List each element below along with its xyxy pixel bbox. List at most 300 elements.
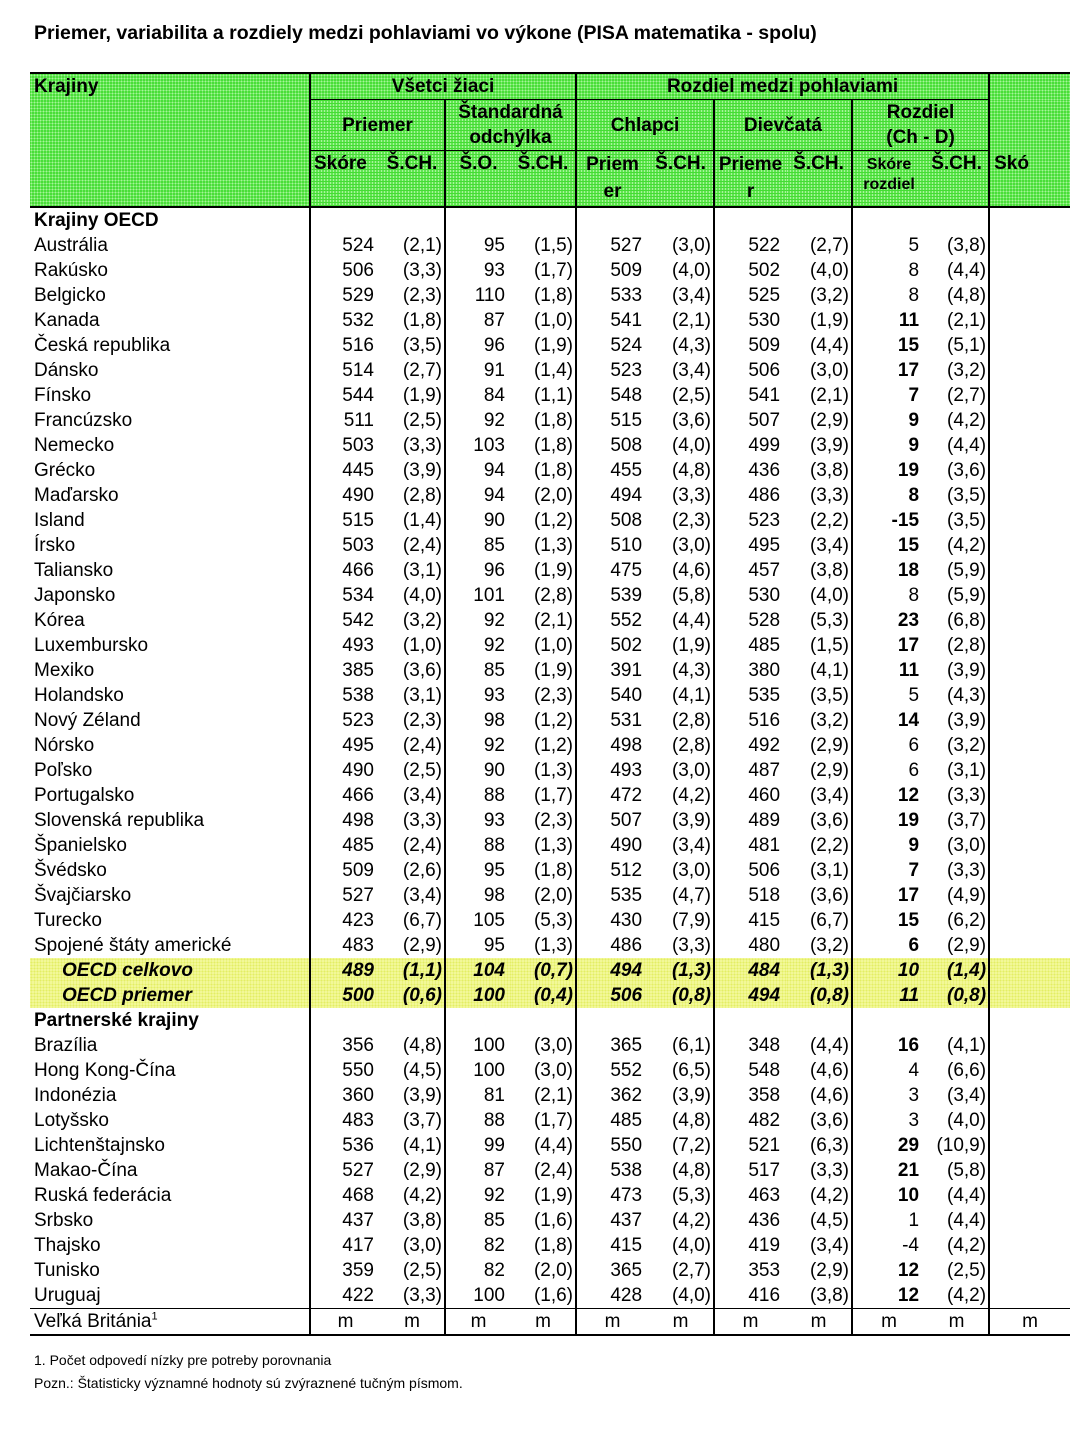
girls-se: (2,9) bbox=[809, 734, 850, 756]
mean-score: 360 bbox=[310, 1083, 380, 1108]
std-dev-se: (3,0) bbox=[533, 1059, 574, 1081]
boys-mean: 509 bbox=[576, 258, 648, 283]
mean-score: 503 bbox=[310, 433, 380, 458]
boys-mean: 533 bbox=[576, 283, 648, 308]
country-name: Hong Kong-Čína bbox=[34, 1059, 176, 1081]
diff-score: 11 bbox=[852, 658, 925, 683]
girls-mean: 348 bbox=[714, 1033, 786, 1058]
girls-mean: 416 bbox=[714, 1283, 786, 1309]
girls-se: (1,3) bbox=[786, 958, 852, 983]
girls-se: (6,7) bbox=[809, 909, 850, 931]
table-row bbox=[30, 583, 1070, 608]
table-row bbox=[30, 1158, 1070, 1183]
std-dev: 92 bbox=[445, 1183, 511, 1208]
std-dev: 100 bbox=[445, 1058, 511, 1083]
country-name: Portugalsko bbox=[34, 784, 135, 806]
diff-score: -4 bbox=[852, 1233, 925, 1258]
table-row bbox=[30, 708, 1070, 733]
missing-value: m bbox=[925, 1308, 989, 1335]
country-name: OECD celkovo bbox=[30, 958, 310, 983]
std-dev: 88 bbox=[445, 1108, 511, 1133]
mean-score: 538 bbox=[310, 683, 380, 708]
diff-se: (2,8) bbox=[947, 634, 987, 656]
mean-se: (1,8) bbox=[402, 309, 442, 331]
std-dev-se: (1,8) bbox=[533, 434, 574, 456]
mean-score: 506 bbox=[310, 258, 380, 283]
girls-se: (1,5) bbox=[809, 634, 850, 656]
mean-se: (4,8) bbox=[402, 1034, 442, 1056]
empty-cell bbox=[989, 758, 1070, 783]
diff-se: (6,6) bbox=[947, 1059, 987, 1081]
boys-mean: 523 bbox=[576, 358, 648, 383]
empty-cell bbox=[989, 633, 1070, 658]
mean-score: 498 bbox=[310, 808, 380, 833]
girls-mean: 506 bbox=[714, 858, 786, 883]
mean-score: 385 bbox=[310, 658, 380, 683]
boys-mean: 490 bbox=[576, 833, 648, 858]
country-name: Holandsko bbox=[34, 684, 124, 706]
std-dev-se: (2,3) bbox=[533, 684, 574, 706]
table-row bbox=[30, 1233, 1070, 1258]
boys-se: (4,8) bbox=[671, 1109, 712, 1131]
empty-cell bbox=[989, 483, 1070, 508]
boys-mean: 455 bbox=[576, 458, 648, 483]
diff-score: 19 bbox=[852, 458, 925, 483]
mean-score: 516 bbox=[310, 333, 380, 358]
diff-se: (3,3) bbox=[947, 784, 987, 806]
section-row bbox=[30, 1008, 1070, 1033]
boys-se: (4,1) bbox=[671, 684, 712, 706]
country-name: Maďarsko bbox=[34, 484, 119, 506]
std-dev: 81 bbox=[445, 1083, 511, 1108]
girls-mean: 517 bbox=[714, 1158, 786, 1183]
boys-mean: 502 bbox=[576, 633, 648, 658]
girls-se: (4,0) bbox=[809, 259, 850, 281]
std-dev: 98 bbox=[445, 708, 511, 733]
empty-cell bbox=[989, 658, 1070, 683]
diff-se: (4,4) bbox=[947, 1209, 987, 1231]
table-row bbox=[30, 933, 1070, 958]
header-se: Š.CH. bbox=[786, 151, 852, 207]
boys-se: (5,8) bbox=[671, 584, 712, 606]
girls-se: (3,1) bbox=[809, 859, 850, 881]
boys-se: (0,8) bbox=[648, 983, 714, 1008]
header-std-dev: Štandardná odchýlka bbox=[445, 100, 576, 151]
diff-se: (3,6) bbox=[947, 459, 987, 481]
country-name: Thajsko bbox=[34, 1234, 101, 1256]
girls-se: (6,3) bbox=[809, 1134, 850, 1156]
mean-se: (3,7) bbox=[402, 1109, 442, 1131]
diff-score: 8 bbox=[852, 583, 925, 608]
mean-score: 445 bbox=[310, 458, 380, 483]
table-row bbox=[30, 233, 1070, 258]
girls-mean: 530 bbox=[714, 308, 786, 333]
diff-se: (4,4) bbox=[947, 259, 987, 281]
boys-se: (4,8) bbox=[671, 459, 712, 481]
boys-se: (2,8) bbox=[671, 709, 712, 731]
boys-mean: 535 bbox=[576, 883, 648, 908]
boys-mean: 475 bbox=[576, 558, 648, 583]
boys-se: (7,9) bbox=[671, 909, 712, 931]
mean-score: 503 bbox=[310, 533, 380, 558]
boys-se: (3,6) bbox=[671, 409, 712, 431]
diff-score: 4 bbox=[852, 1058, 925, 1083]
mean-se: (4,0) bbox=[402, 584, 442, 606]
missing-value: m bbox=[852, 1308, 925, 1335]
std-dev-se: (2,0) bbox=[533, 884, 574, 906]
boys-se: (4,3) bbox=[671, 334, 712, 356]
boys-mean: 365 bbox=[576, 1033, 648, 1058]
data-table-container bbox=[30, 72, 1038, 1332]
girls-se: (4,2) bbox=[809, 1184, 850, 1206]
diff-se: (3,1) bbox=[947, 759, 987, 781]
girls-mean: 482 bbox=[714, 1108, 786, 1133]
table-row bbox=[30, 1283, 1070, 1309]
mean-score: 468 bbox=[310, 1183, 380, 1208]
country-name: Spojené štáty americké bbox=[34, 934, 232, 956]
mean-se: (2,1) bbox=[402, 234, 442, 256]
std-dev-se: (1,0) bbox=[533, 634, 574, 656]
std-dev-se: (1,2) bbox=[533, 734, 574, 756]
boys-se: (3,0) bbox=[671, 234, 712, 256]
mean-se: (2,3) bbox=[402, 709, 442, 731]
std-dev: 88 bbox=[445, 783, 511, 808]
diff-score: 3 bbox=[852, 1108, 925, 1133]
diff-score: 15 bbox=[852, 908, 925, 933]
empty-cell bbox=[989, 333, 1070, 358]
mean-se: (1,4) bbox=[402, 509, 442, 531]
std-dev: 93 bbox=[445, 258, 511, 283]
diff-score: 11 bbox=[852, 983, 925, 1008]
country-name: Japonsko bbox=[34, 584, 116, 606]
mean-score: 490 bbox=[310, 758, 380, 783]
girls-se: (3,4) bbox=[809, 784, 850, 806]
mean-score: 483 bbox=[310, 1108, 380, 1133]
table-row bbox=[30, 258, 1070, 283]
header-countries: Krajiny bbox=[30, 73, 310, 207]
diff-score: 10 bbox=[852, 958, 925, 983]
girls-mean: 507 bbox=[714, 408, 786, 433]
std-dev: 92 bbox=[445, 408, 511, 433]
diff-se: (6,8) bbox=[947, 609, 987, 631]
diff-score: 6 bbox=[852, 733, 925, 758]
empty-cell bbox=[310, 207, 380, 233]
diff-score: 15 bbox=[852, 333, 925, 358]
country-name: Veľká Británia$^1$ bbox=[30, 1308, 310, 1335]
diff-score: 8 bbox=[852, 258, 925, 283]
std-dev-se: (1,8) bbox=[533, 859, 574, 881]
std-dev: 93 bbox=[445, 683, 511, 708]
std-dev: 100 bbox=[445, 983, 511, 1008]
footnote-note: Pozn.: Štatisticky významné hodnoty sú zvýraznené tučným písmom. bbox=[34, 1375, 463, 1391]
std-dev-se: (1,3) bbox=[533, 534, 574, 556]
boys-mean: 415 bbox=[576, 1233, 648, 1258]
empty-cell bbox=[989, 1233, 1070, 1258]
boys-se: (4,0) bbox=[671, 259, 712, 281]
mean-score: 542 bbox=[310, 608, 380, 633]
missing-value: m bbox=[511, 1308, 576, 1335]
diff-score: 7 bbox=[852, 858, 925, 883]
empty-cell bbox=[989, 908, 1070, 933]
diff-score: 8 bbox=[852, 483, 925, 508]
table-row bbox=[30, 858, 1070, 883]
empty-cell bbox=[989, 233, 1070, 258]
country-name: Poľsko bbox=[34, 759, 93, 781]
country-name: Dánsko bbox=[34, 359, 99, 381]
boys-se: (4,7) bbox=[671, 884, 712, 906]
girls-se: (3,2) bbox=[809, 709, 850, 731]
mean-score: 529 bbox=[310, 283, 380, 308]
diff-score: 17 bbox=[852, 358, 925, 383]
empty-cell bbox=[852, 1008, 925, 1033]
girls-se: (3,0) bbox=[809, 359, 850, 381]
mean-score: 423 bbox=[310, 908, 380, 933]
empty-cell bbox=[925, 207, 989, 233]
diff-se: (4,2) bbox=[947, 1234, 987, 1256]
girls-se: (3,6) bbox=[809, 1109, 850, 1131]
table-row bbox=[30, 1258, 1070, 1283]
mean-score: 359 bbox=[310, 1258, 380, 1283]
girls-se: (2,9) bbox=[809, 1259, 850, 1281]
empty-cell bbox=[989, 458, 1070, 483]
diff-score: 18 bbox=[852, 558, 925, 583]
country-name: Brazília bbox=[34, 1034, 98, 1056]
diff-se: (0,8) bbox=[925, 983, 989, 1008]
header-difference: Rozdiel (Ch - D) bbox=[852, 100, 989, 151]
country-name: Turecko bbox=[34, 909, 102, 931]
girls-se: (3,6) bbox=[809, 884, 850, 906]
std-dev: 90 bbox=[445, 758, 511, 783]
empty-cell bbox=[852, 207, 925, 233]
boys-se: (2,3) bbox=[671, 509, 712, 531]
empty-cell bbox=[445, 1008, 511, 1033]
mean-se: (2,8) bbox=[402, 484, 442, 506]
mean-se: (2,5) bbox=[402, 409, 442, 431]
diff-score: 19 bbox=[852, 808, 925, 833]
boys-se: (1,9) bbox=[671, 634, 712, 656]
girls-mean: 380 bbox=[714, 658, 786, 683]
diff-se: (2,7) bbox=[947, 384, 987, 406]
std-dev-se: (1,2) bbox=[533, 709, 574, 731]
diff-score: 23 bbox=[852, 608, 925, 633]
std-dev-se: (1,0) bbox=[533, 309, 574, 331]
std-dev-se: (1,5) bbox=[533, 234, 574, 256]
mean-score: 417 bbox=[310, 1233, 380, 1258]
country-name: Tunisko bbox=[34, 1259, 100, 1281]
std-dev-se: (1,9) bbox=[533, 559, 574, 581]
mean-se: (0,6) bbox=[380, 983, 445, 1008]
empty-cell bbox=[648, 1008, 714, 1033]
footnote-1: 1. Počet odpovedí nízky pre potreby porovnania bbox=[34, 1352, 332, 1368]
diff-se: (2,9) bbox=[947, 934, 987, 956]
empty-cell bbox=[989, 558, 1070, 583]
diff-se: (5,9) bbox=[947, 584, 987, 606]
empty-cell bbox=[989, 1108, 1070, 1133]
country-name: Lichtenštajnsko bbox=[34, 1134, 165, 1156]
boys-se: (3,0) bbox=[671, 759, 712, 781]
diff-se: (4,1) bbox=[947, 1034, 987, 1056]
empty-cell bbox=[989, 583, 1070, 608]
diff-score: 16 bbox=[852, 1033, 925, 1058]
mean-se: (3,3) bbox=[402, 809, 442, 831]
std-dev-se: (1,6) bbox=[533, 1209, 574, 1231]
boys-mean: 493 bbox=[576, 758, 648, 783]
diff-se: (3,2) bbox=[947, 359, 987, 381]
table-row bbox=[30, 908, 1070, 933]
table-row bbox=[30, 1058, 1070, 1083]
diff-score: 11 bbox=[852, 308, 925, 333]
mean-se: (4,1) bbox=[402, 1134, 442, 1156]
diff-se: (4,8) bbox=[947, 284, 987, 306]
mean-score: 356 bbox=[310, 1033, 380, 1058]
std-dev-se: (1,8) bbox=[533, 1234, 574, 1256]
girls-mean: 523 bbox=[714, 508, 786, 533]
country-name: Island bbox=[34, 509, 85, 531]
diff-score: -15 bbox=[852, 508, 925, 533]
girls-mean: 502 bbox=[714, 258, 786, 283]
table-row bbox=[30, 358, 1070, 383]
country-name: Ruská federácia bbox=[34, 1184, 172, 1206]
missing-value: m bbox=[445, 1308, 511, 1335]
empty-cell bbox=[576, 207, 648, 233]
empty-cell bbox=[989, 883, 1070, 908]
std-dev-se: (1,3) bbox=[533, 934, 574, 956]
girls-se: (4,1) bbox=[809, 659, 850, 681]
empty-cell bbox=[989, 1208, 1070, 1233]
diff-se: (4,3) bbox=[947, 684, 987, 706]
empty-cell bbox=[511, 207, 576, 233]
diff-se: (3,8) bbox=[947, 234, 987, 256]
girls-mean: 541 bbox=[714, 383, 786, 408]
empty-cell bbox=[989, 808, 1070, 833]
mean-score: 490 bbox=[310, 483, 380, 508]
mean-score: 493 bbox=[310, 633, 380, 658]
header-se: Š.CH. bbox=[648, 151, 714, 207]
diff-score: 21 bbox=[852, 1158, 925, 1183]
girls-mean: 495 bbox=[714, 533, 786, 558]
empty-cell bbox=[989, 433, 1070, 458]
table-row bbox=[30, 333, 1070, 358]
std-dev: 85 bbox=[445, 533, 511, 558]
missing-value: m bbox=[310, 1308, 380, 1335]
girls-mean: 499 bbox=[714, 433, 786, 458]
diff-score: 15 bbox=[852, 533, 925, 558]
std-dev-se: (1,3) bbox=[533, 834, 574, 856]
mean-se: (3,3) bbox=[402, 434, 442, 456]
table-row bbox=[30, 1183, 1070, 1208]
country-name: Indonézia bbox=[34, 1084, 117, 1106]
girls-se: (4,0) bbox=[809, 584, 850, 606]
boys-se: (4,4) bbox=[671, 609, 712, 631]
std-dev: 101 bbox=[445, 583, 511, 608]
boys-mean: 507 bbox=[576, 808, 648, 833]
girls-mean: 535 bbox=[714, 683, 786, 708]
girls-mean: 436 bbox=[714, 458, 786, 483]
mean-score: 489 bbox=[310, 958, 380, 983]
boys-se: (3,4) bbox=[671, 834, 712, 856]
girls-mean: 457 bbox=[714, 558, 786, 583]
std-dev: 85 bbox=[445, 658, 511, 683]
diff-score: 9 bbox=[852, 408, 925, 433]
girls-se: (1,9) bbox=[809, 309, 850, 331]
girls-se: (3,5) bbox=[809, 684, 850, 706]
country-name: Austrália bbox=[34, 234, 108, 256]
std-dev-se: (1,8) bbox=[533, 409, 574, 431]
table-row bbox=[30, 808, 1070, 833]
empty-cell bbox=[989, 858, 1070, 883]
table-row bbox=[30, 608, 1070, 633]
diff-score: 9 bbox=[852, 433, 925, 458]
std-dev: 92 bbox=[445, 733, 511, 758]
diff-se: (3,9) bbox=[947, 659, 987, 681]
boys-se: (3,9) bbox=[671, 1084, 712, 1106]
table-row bbox=[30, 733, 1070, 758]
empty-cell bbox=[648, 207, 714, 233]
mean-se: (2,4) bbox=[402, 834, 442, 856]
girls-se: (3,8) bbox=[809, 559, 850, 581]
mean-se: (2,9) bbox=[402, 1159, 442, 1181]
std-dev-se: (2,1) bbox=[533, 1084, 574, 1106]
boys-mean: 552 bbox=[576, 1058, 648, 1083]
mean-se: (2,4) bbox=[402, 734, 442, 756]
table-row bbox=[30, 1108, 1070, 1133]
diff-se: (3,0) bbox=[947, 834, 987, 856]
empty-cell bbox=[989, 1083, 1070, 1108]
diff-se: (5,1) bbox=[947, 334, 987, 356]
mean-se: (2,9) bbox=[402, 934, 442, 956]
boys-se: (4,8) bbox=[671, 1159, 712, 1181]
country-name: Belgicko bbox=[34, 284, 106, 306]
mean-score: 544 bbox=[310, 383, 380, 408]
mean-score: 511 bbox=[310, 408, 380, 433]
diff-score: 29 bbox=[852, 1133, 925, 1158]
girls-se: (2,7) bbox=[809, 234, 850, 256]
boys-se: (4,0) bbox=[671, 1284, 712, 1306]
country-name: Rakúsko bbox=[34, 259, 108, 281]
girls-mean: 548 bbox=[714, 1058, 786, 1083]
girls-mean: 463 bbox=[714, 1183, 786, 1208]
country-name: Nemecko bbox=[34, 434, 115, 456]
empty-cell bbox=[989, 1008, 1070, 1033]
std-dev-se: (1,9) bbox=[533, 334, 574, 356]
mean-score: 495 bbox=[310, 733, 380, 758]
std-dev: 90 bbox=[445, 508, 511, 533]
std-dev-se: (2,3) bbox=[533, 809, 574, 831]
table-row-uk bbox=[30, 1308, 1070, 1335]
diff-se: (3,4) bbox=[947, 1084, 987, 1106]
country-name: Grécko bbox=[34, 459, 96, 481]
table-row bbox=[30, 783, 1070, 808]
empty-cell bbox=[989, 1133, 1070, 1158]
mean-score: 534 bbox=[310, 583, 380, 608]
std-dev-se: (1,8) bbox=[533, 284, 574, 306]
mean-score: 527 bbox=[310, 1158, 380, 1183]
table-row bbox=[30, 1083, 1070, 1108]
boys-mean: 539 bbox=[576, 583, 648, 608]
page-title: Priemer, variabilita a rozdiely medzi pohlaviami vo výkone (PISA matematika - spolu) bbox=[34, 22, 817, 44]
mean-se: (2,7) bbox=[402, 359, 442, 381]
boys-se: (3,9) bbox=[671, 809, 712, 831]
girls-mean: 481 bbox=[714, 833, 786, 858]
diff-score: 12 bbox=[852, 1258, 925, 1283]
mean-se: (3,3) bbox=[402, 259, 442, 281]
std-dev-se: (1,7) bbox=[533, 784, 574, 806]
header-cut: Skó bbox=[989, 151, 1070, 207]
empty-cell bbox=[989, 1283, 1070, 1309]
boys-se: (4,0) bbox=[671, 1234, 712, 1256]
girls-mean: 530 bbox=[714, 583, 786, 608]
girls-mean: 516 bbox=[714, 708, 786, 733]
